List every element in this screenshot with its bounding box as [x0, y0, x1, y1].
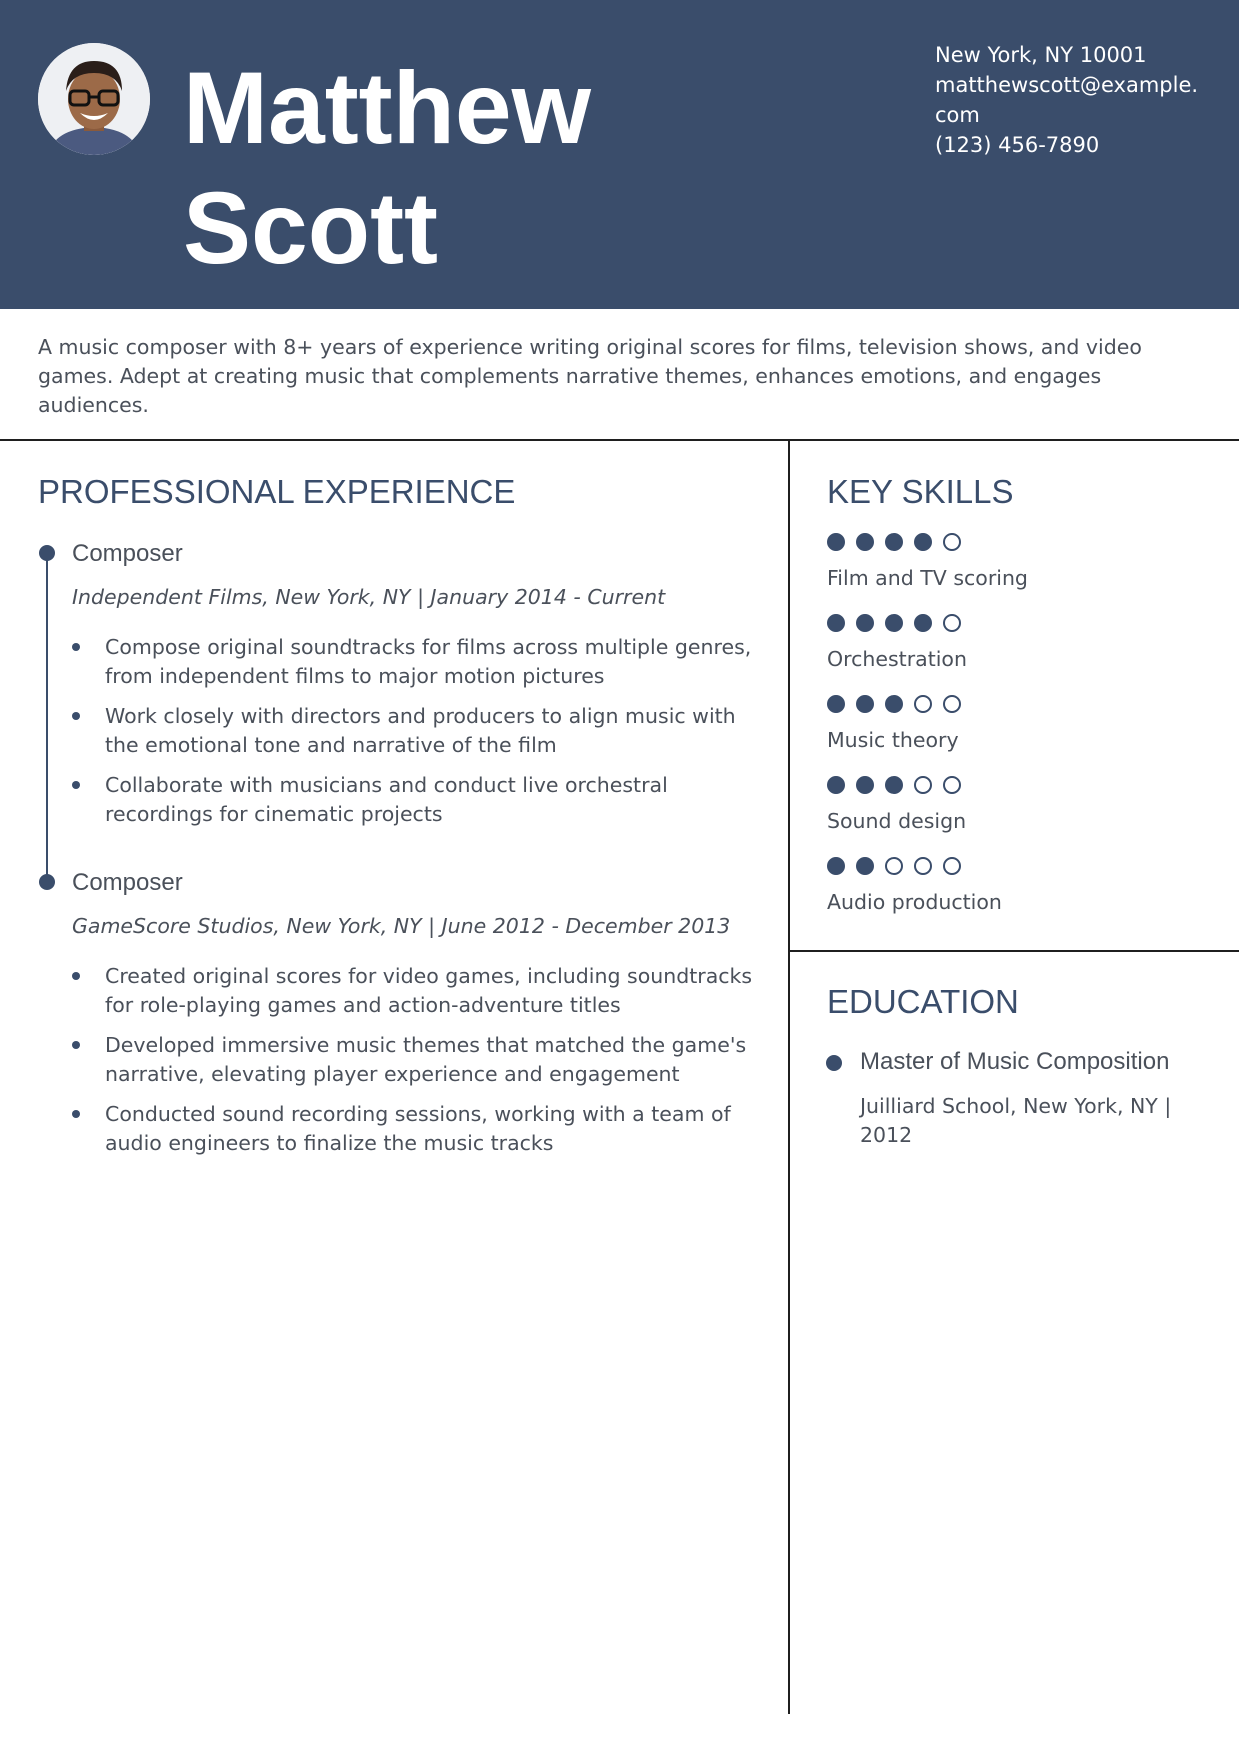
skill-item: [827, 531, 1207, 593]
rating-dot-filled-icon: [827, 614, 845, 632]
header-banner: [0, 0, 1239, 309]
last-name: Scott: [183, 171, 438, 285]
education-dot: [826, 1055, 842, 1071]
rating-dot-empty-icon: [914, 857, 932, 875]
job-meta: Independent Films, New York, NY | January 2014 - Current: [72, 585, 666, 609]
list-item: Work closely with directors and producers to align music with the emotional tone and narrative of the film: [72, 702, 762, 760]
rating-dot-empty-icon: [914, 695, 932, 713]
rating-dot-filled-icon: [827, 695, 845, 713]
contact-email-line1[interactable]: matthewscott@example.: [935, 73, 1199, 97]
contact-location: New York, NY 10001: [935, 43, 1147, 67]
rating-dot-filled-icon: [827, 857, 845, 875]
rating-dot-filled-icon: [914, 614, 932, 632]
contact-phone: (123) 456-7890: [935, 133, 1100, 157]
skill-item: [827, 612, 1207, 674]
skill-name: Sound design: [827, 809, 967, 833]
bullet-icon: [72, 972, 80, 980]
bullet-icon: [72, 643, 80, 651]
summary-divider: [0, 439, 1239, 441]
rating-dot-filled-icon: [856, 614, 874, 632]
rating-dot-filled-icon: [856, 695, 874, 713]
timeline-dot: [39, 874, 55, 890]
skill-item: [827, 693, 1207, 755]
job-meta: GameScore Studios, New York, NY | June 2012 - December 2013: [72, 914, 731, 938]
education-school: Juilliard School, New York, NY | 2012: [860, 1094, 1172, 1147]
timeline-dot: [39, 545, 55, 561]
skill-name: Orchestration: [827, 647, 967, 671]
bullet-icon: [72, 781, 80, 789]
skill-name: Audio production: [827, 890, 1002, 914]
rating-dot-empty-icon: [914, 776, 932, 794]
education-heading: EDUCATION: [827, 983, 1019, 1020]
rating-dot-empty-icon: [943, 614, 961, 632]
rating-dot-empty-icon: [943, 533, 961, 551]
skill-item: [827, 855, 1207, 917]
bullet-icon: [72, 712, 80, 720]
job-bullets: [72, 633, 762, 840]
job-title: Composer: [72, 540, 183, 567]
education-degree: Master of Music Composition: [860, 1048, 1170, 1075]
experience-timeline: [46, 552, 48, 882]
experience-heading: PROFESSIONAL EXPERIENCE: [38, 473, 516, 510]
skill-name: Music theory: [827, 728, 959, 752]
list-item: Developed immersive music themes that matched the game's narrative, elevating player experience and engagement: [72, 1031, 762, 1089]
rating-dot-filled-icon: [856, 776, 874, 794]
skills-education-divider: [789, 950, 1239, 952]
skill-rating: [827, 693, 1207, 717]
contact-info: [935, 40, 1205, 160]
job-title: Composer: [72, 869, 183, 896]
column-divider: [788, 440, 790, 1714]
rating-dot-filled-icon: [827, 533, 845, 551]
rating-dot-filled-icon: [885, 776, 903, 794]
list-item: Conducted sound recording sessions, working with a team of audio engineers to finalize the music tracks: [72, 1100, 762, 1158]
profile-photo: [38, 43, 150, 155]
bullet-icon: [72, 1110, 80, 1118]
skill-rating: [827, 612, 1207, 636]
bullet-icon: [72, 1041, 80, 1049]
skill-item: [827, 774, 1207, 836]
rating-dot-filled-icon: [856, 857, 874, 875]
skills-heading: KEY SKILLS: [827, 473, 1014, 510]
rating-dot-filled-icon: [856, 533, 874, 551]
skill-rating: [827, 774, 1207, 798]
rating-dot-filled-icon: [827, 776, 845, 794]
skill-rating: [827, 531, 1207, 555]
rating-dot-filled-icon: [885, 695, 903, 713]
rating-dot-filled-icon: [914, 533, 932, 551]
job-bullets: [72, 962, 762, 1169]
list-item: Collaborate with musicians and conduct live orchestral recordings for cinematic projects: [72, 771, 762, 829]
rating-dot-filled-icon: [885, 614, 903, 632]
skill-name: Film and TV scoring: [827, 566, 1028, 590]
skill-rating: [827, 855, 1207, 879]
rating-dot-empty-icon: [943, 857, 961, 875]
list-item: Compose original soundtracks for films across multiple genres, from independent films to major motion pictures: [72, 633, 762, 691]
rating-dot-empty-icon: [885, 857, 903, 875]
rating-dot-empty-icon: [943, 695, 961, 713]
rating-dot-filled-icon: [885, 533, 903, 551]
candidate-name: [183, 48, 743, 288]
summary-text: A music composer with 8+ years of experience writing original scores for films, television shows, and video games. Adept at creating music that complements narrative themes, enhances emotions, and engages audiences.: [38, 335, 1142, 417]
list-item: Created original scores for video games, including soundtracks for role-playing games and action-adventure titles: [72, 962, 762, 1020]
first-name: Matthew: [183, 51, 591, 165]
contact-email-line2[interactable]: com: [935, 103, 980, 127]
rating-dot-empty-icon: [943, 776, 961, 794]
